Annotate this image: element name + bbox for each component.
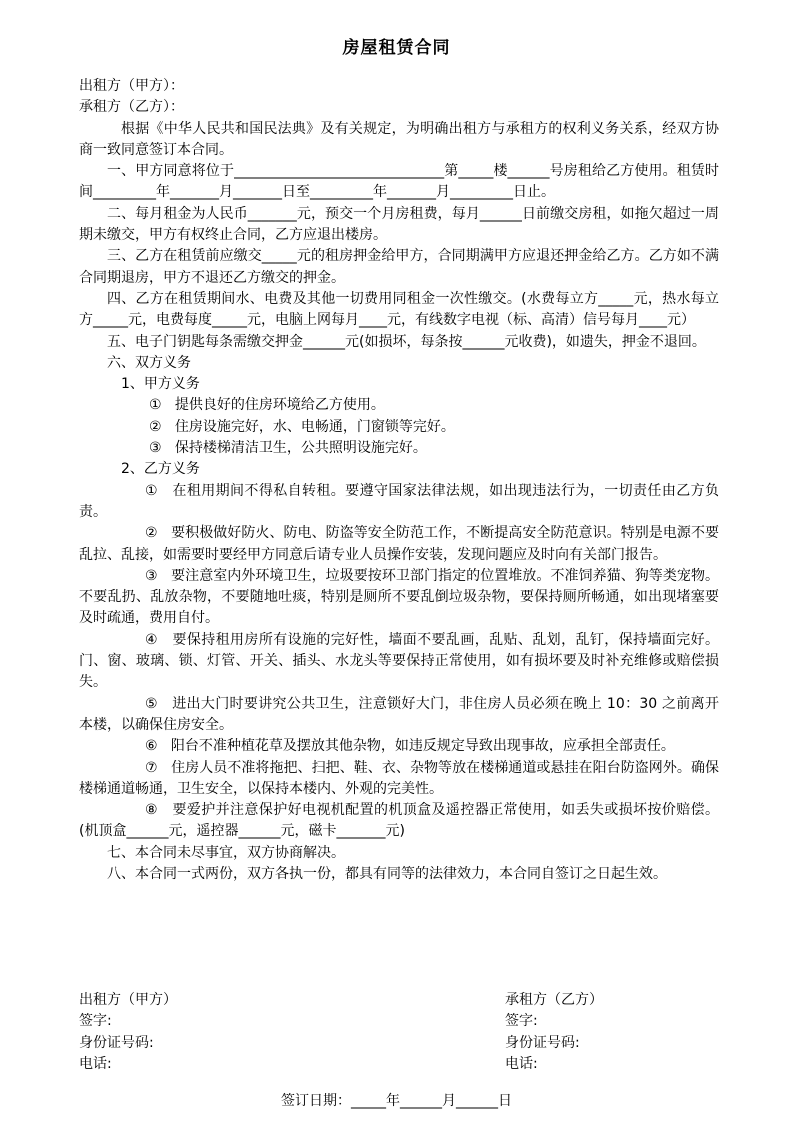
party-a-duty-3: ③ 保持楼梯清洁卫生，公共照明设施完好。 (149, 440, 427, 457)
preamble: 根据《中华人民共和国民法典》及有关规定，为明确出租方与承租方的权利义务关系，经双方协商一致同意签订本合同。 (79, 120, 719, 158)
party-a-duty-2: ② 住房设施完好，水、电畅通，门窗锁等完好。 (149, 418, 455, 435)
lessee-signature-block (505, 990, 603, 1075)
clause-1: 一、甲方同意将位于______________________________第_____楼______号房租给乙方使用。租赁时间_________年_______月_______日至_________年_______月_________日止。 (79, 163, 719, 201)
clause-3: 三、乙方在租赁前应缴交_____元的租房押金给甲方，合同期满甲方应退还押金给乙方。乙方如不满合同期退房，甲方不退还乙方缴交的押金。 (79, 248, 719, 286)
clause-4: 四、乙方在租赁期间水、电费及其他一切费用同租金一次性缴交。(水费每立方_____元，热水每立方_____元，电费每度_____元，电脑上网每月____元，有线数字电视（标、高清）信号每月____元） (79, 290, 719, 329)
lessee-party-label: 承租方（乙方） (505, 992, 603, 1008)
page-title: 房屋租赁合同 (342, 38, 451, 58)
party-b-duty-1: ① 在租用期间不得私自转租。要遵守国家法律法规，如出现违法行为，一切责任由乙方负责。 (79, 482, 719, 520)
signing-date: 签订日期：_____年______月______日 (281, 1093, 512, 1109)
party-a-duties-heading: 1、甲方义务 (121, 376, 200, 393)
party-b-duty-3: ③ 要注意室内外环境卫生，垃圾要按环卫部门指定的位置堆放。不准饲养猫、狗等类宠物。不要乱扔、乱放杂物，不要随地吐痰，特别是厕所不要乱倒垃圾杂物，要保持厕所畅通，如出现堵塞要及时疏通，费用自付。 (79, 567, 719, 627)
lessor-phone-field: 电话: (79, 1055, 112, 1072)
party-b-duties-heading: 2、乙方义务 (121, 461, 200, 478)
lessee-id-field: 身份证号码: (505, 1034, 580, 1051)
party-b-duty-6: ⑥ 阳台不准种植花草及摆放其他杂物，如违反规定导致出现事故，应承担全部责任。 (145, 738, 675, 755)
party-b-duty-5: ⑤ 进出大门时要讲究公共卫生，注意锁好大门，非住房人员必须在晚上 10：30 之前离开本楼，以确保住房安全。 (79, 695, 719, 733)
clause-2: 二、每月租金为人民币_______元，预交一个月房租费，每月______日前缴交房租，如拖欠超过一周期未缴交，甲方有权终止合同，乙方应退出楼房。 (79, 205, 719, 244)
clause-7: 七、本合同未尽事宜，双方协商解决。 (107, 844, 345, 861)
party-a-line: 出租方（甲方）： (79, 78, 184, 94)
lessee-sign-field: 签字: (505, 1013, 538, 1030)
lessor-id-field: 身份证号码: (79, 1034, 154, 1051)
lessor-sign-field: 签字: (79, 1013, 112, 1030)
clause-8: 八、本合同一式两份，双方各执一份，都具有同等的法律效力，本合同自签订之日起生效。 (107, 865, 667, 882)
lessee-phone-field: 电话: (505, 1055, 538, 1072)
party-b-duty-8: ⑧ 要爱护并注意保护好电视机配置的机顶盒及遥控器正常使用，如丢失或损坏按价赔偿。(机顶盒______元，遥控器______元，磁卡_______元) (79, 802, 719, 840)
party-b-duty-2: ② 要积极做好防火、防电、防盗等安全防范工作，不断提高安全防范意识。特别是电源不要乱拉、乱接，如需要时要经甲方同意后请专业人员操作安装，发现问题应及时向有关部门报告。 (79, 525, 719, 563)
party-a-duty-1: ① 提供良好的住房环境给乙方使用。 (149, 397, 385, 414)
clause-6-heading: 六、双方义务 (107, 354, 191, 371)
party-b-duty-4: ④ 要保持租用房所有设施的完好性，墙面不要乱画，乱贴、乱划，乱钉，保持墙面完好。门、窗、玻璃、锁、灯管、开关、插头、水龙头等要保持正常使用，如有损坏要及时补充维修或赔偿损失。 (79, 631, 719, 691)
contract-body (79, 76, 719, 885)
lessor-party-label: 出租方（甲方） (79, 992, 177, 1008)
clause-5: 五、电子门钥匙每条需缴交押金______元(如损坏，每条按______元收费)，如遗失，押金不退回。 (107, 333, 706, 350)
party-b-line: 承租方（乙方）： (79, 99, 184, 116)
lessor-signature-block (79, 990, 177, 1075)
party-b-duty-7: ⑦ 住房人员不准将拖把、扫把、鞋、衣、杂物等放在楼梯通道或悬挂在阳台防盗网外。确保楼梯通道畅通，卫生安全，以保持本楼内、外观的完美性。 (79, 759, 719, 797)
